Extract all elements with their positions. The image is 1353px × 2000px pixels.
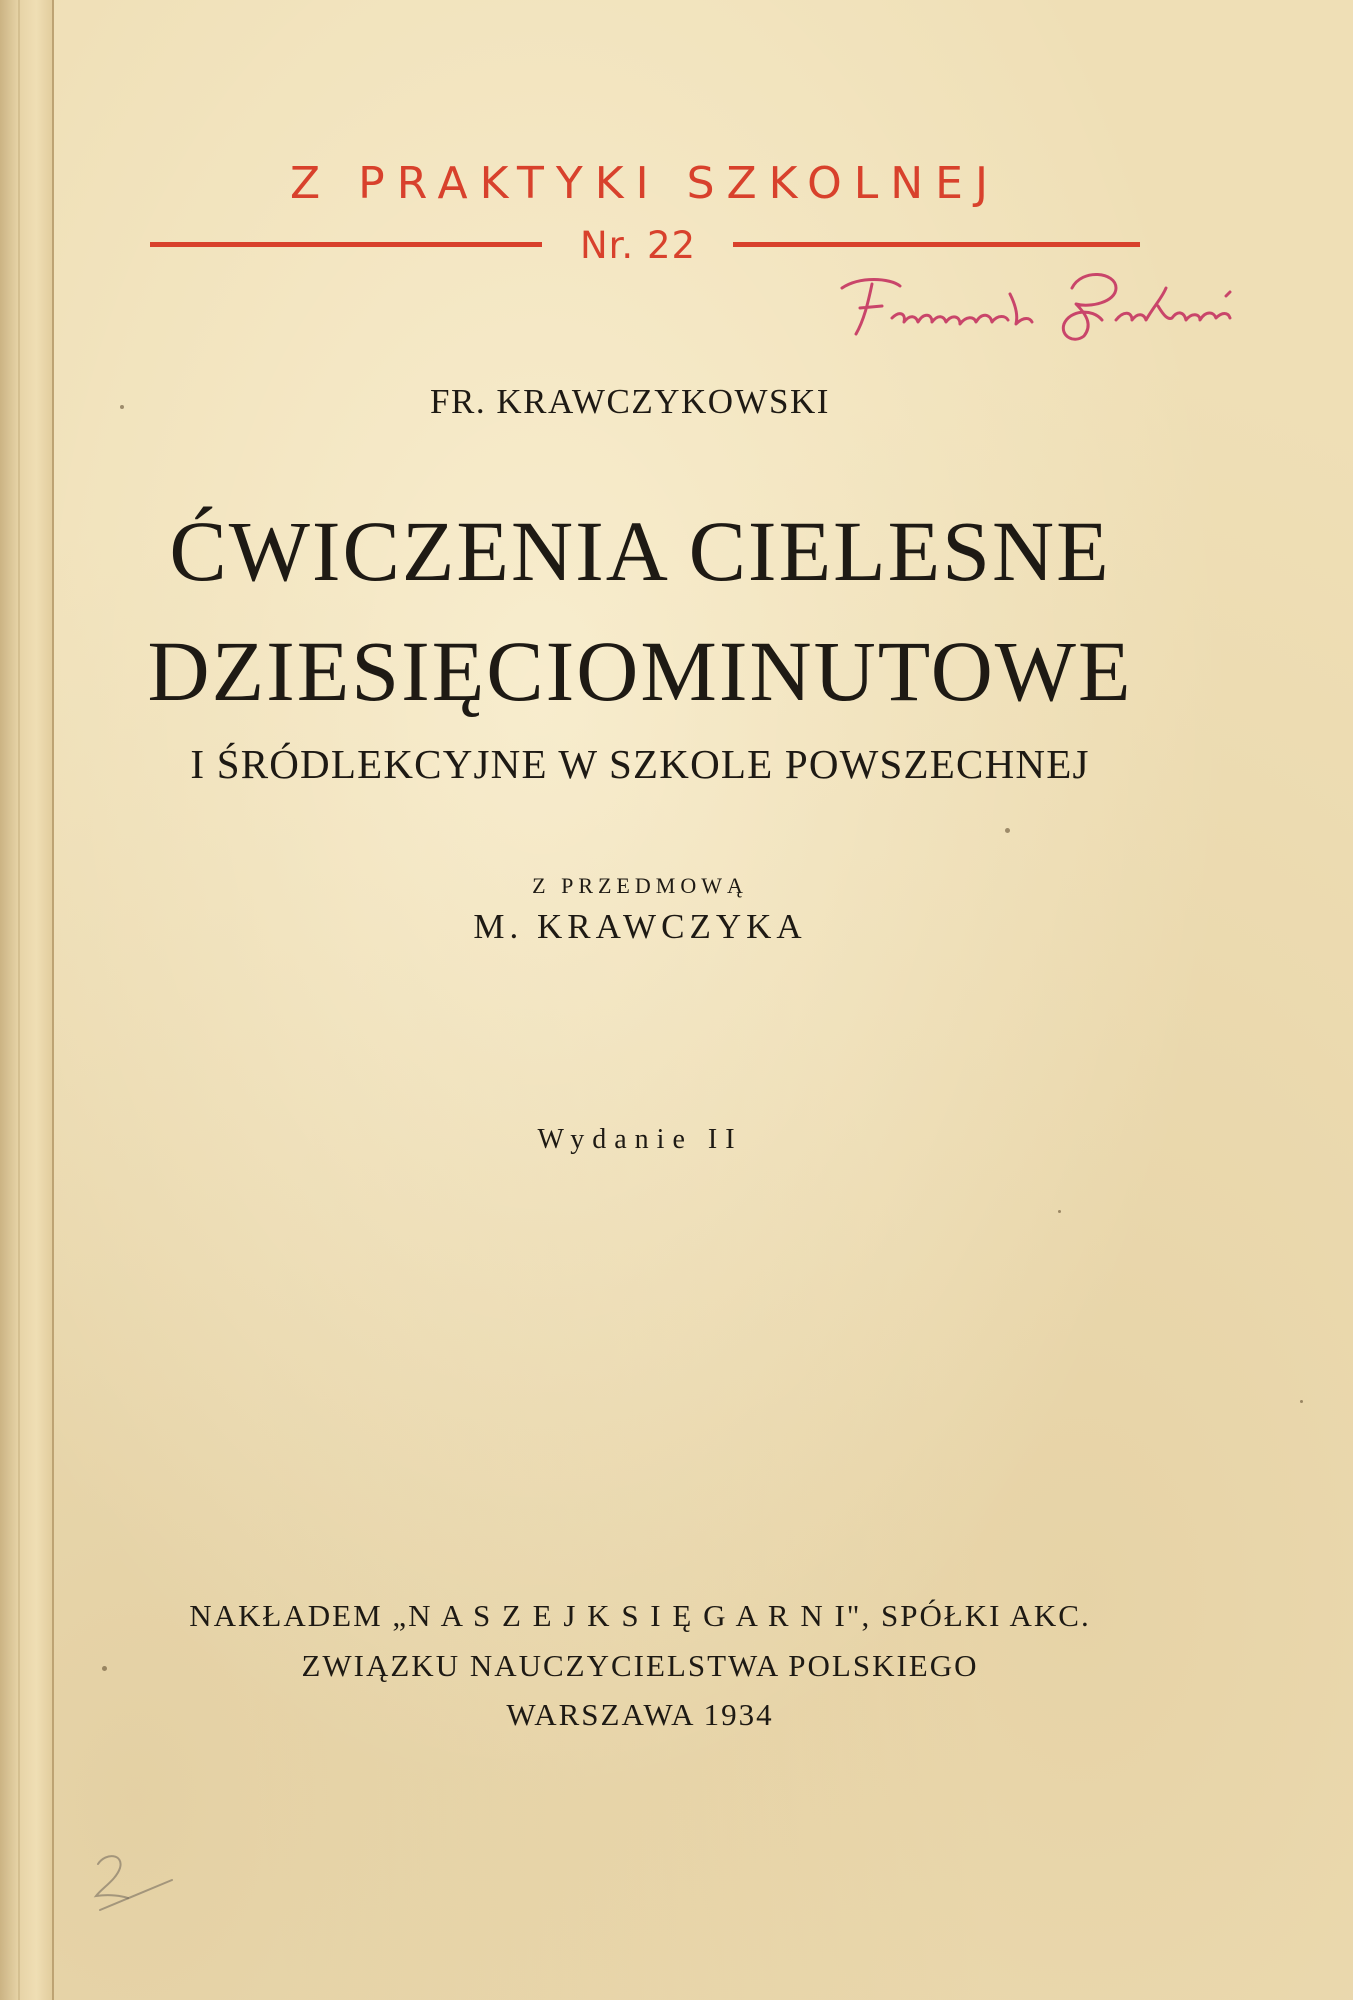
imprint-association: ZWIĄZKU NAUCZYCIELSTWA POLSKIEGO [301, 1648, 979, 1683]
edition-label: Wydanie II [537, 1124, 743, 1155]
book-spine-edge [0, 0, 54, 2000]
paper-speck [1005, 828, 1010, 833]
series-rule-left [150, 242, 542, 247]
owner-signature-stamp [820, 258, 1300, 348]
title-subtitle: I ŚRÓDLEKCYJNE W SZKOLE POWSZECHNEJ [190, 741, 1090, 787]
imprint-place-year: WARSZAWA 1934 [506, 1697, 774, 1732]
series-name: Z PRAKTYKI SZKOLNEJ [290, 158, 1000, 209]
paper-speck [102, 1666, 107, 1671]
spine-crease [18, 0, 20, 2000]
paper-speck [1058, 1210, 1061, 1213]
paper-speck [1300, 1400, 1303, 1403]
series-rule-right [733, 242, 1140, 247]
foreword-author: M. KRAWCZYKA [473, 907, 807, 946]
author-name: FR. KRAWCZYKOWSKI [430, 382, 830, 421]
pencil-mark [80, 1840, 190, 1930]
series-number: Nr. 22 [579, 224, 697, 267]
title-line-1: ĆWICZENIA CIELESNE [169, 503, 1111, 599]
title-line-2: DZIESIĘCIOMINUTOWE [147, 623, 1133, 719]
foreword-label: Z PRZEDMOWĄ [532, 873, 748, 898]
paper-speck [120, 405, 124, 409]
imprint-publisher: NAKŁADEM „N A S Z E J K S I Ę G A R N I", SPÓŁKI AKC. [189, 1598, 1091, 1633]
